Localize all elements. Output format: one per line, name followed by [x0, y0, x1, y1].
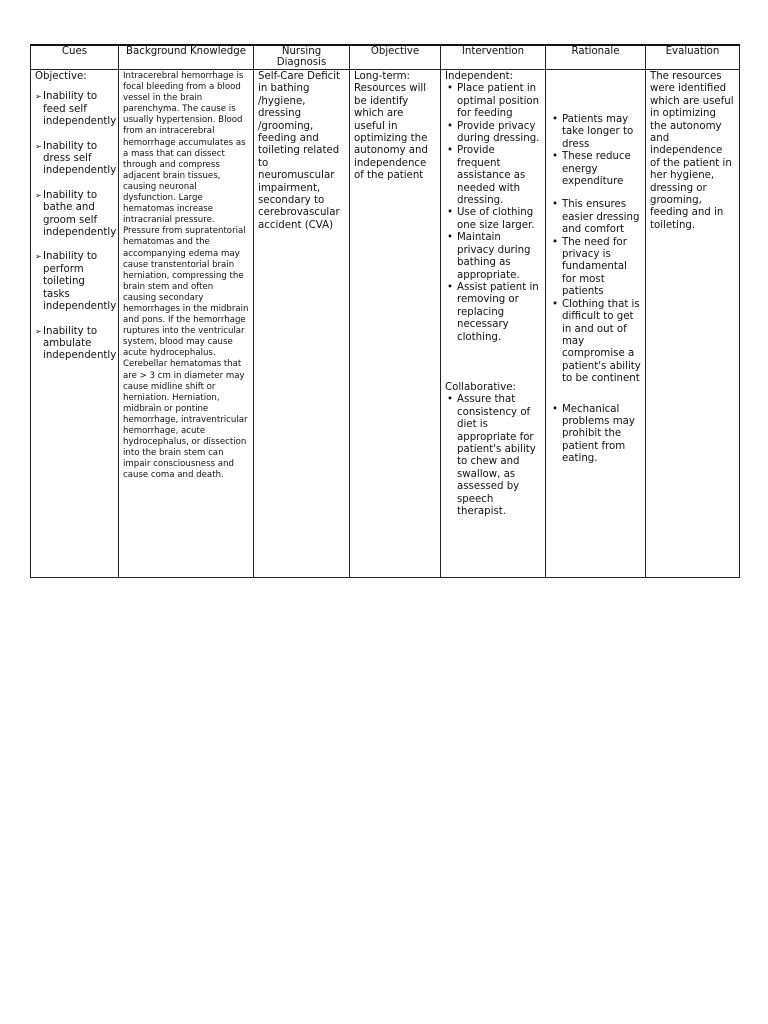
nursing-care-plan-table — [30, 44, 740, 578]
list-item: ➢ Inability to perform toileting tasks independently — [35, 251, 114, 313]
rationale-cell — [546, 70, 646, 578]
collaborative-label: Collaborative: — [445, 381, 516, 393]
independent-label: Independent: — [445, 71, 514, 82]
list-item: ➢ Inability to dress self independently — [35, 141, 114, 178]
header-cues: Cues — [31, 45, 119, 70]
list-item: • Provide privacy during dressing. — [445, 121, 541, 146]
list-item: • Mechanical problems may prohibit the patient from eating. — [550, 404, 641, 466]
header-objective: Objective — [350, 45, 441, 70]
list-item: • Assist patient in removing or replacing necessary clothing. — [445, 282, 541, 344]
objective-label: Long-term: — [354, 71, 410, 82]
cues-cell — [31, 70, 119, 578]
list-item: • Patients may take longer to dress — [550, 114, 641, 151]
intervention-cell — [441, 70, 546, 578]
list-item: • Clothing that is difficult to get in and out of may compromise a patient's ability to be continent — [550, 299, 641, 386]
list-item: ➢ Inability to bathe and groom self independently — [35, 190, 114, 240]
list-item: • Provide frequent assistance as needed with dressing. — [445, 145, 541, 207]
background-knowledge-cell: Intracerebral hemorrhage is focal bleeding from a blood vessel in the brain parenchyma. The cause is usually hypertension. Blood from an intracerebral hemorrhage accumulates as a mass that can dissect through and compress adjacent brain tissues, causing neuronal dysfunction. Large hematomas increase intracranial pressure. Pressure from supratentorial hematomas and the accompanying edema may cause transtentorial brain herniation, compressing the brain stem and often causing secondary hemorrhages in the midbrain and pons. If the hemorrhage ruptures into the ventricular system, blood may cause acute hydrocephalus. Cerebellar hematomas that are > 3 cm in diameter may cause midline shift or herniation. Herniation, midbrain or pontine hemorrhage, intraventricular hemorrhage, acute hydrocephalus, or dissection into the brain stem can impair consciousness and cause coma and death. — [119, 70, 254, 578]
list-item: • Maintain privacy during bathing as appropriate. — [445, 232, 541, 282]
rationale-list — [550, 114, 641, 466]
collaborative-list — [445, 394, 541, 518]
table-row — [31, 70, 740, 578]
header-evaluation: Evaluation — [646, 45, 740, 70]
list-item: • Assure that consistency of diet is appropriate for patient's ability to chew and swallow, as assessed by speech therapist. — [445, 394, 541, 518]
list-item: • This ensures easier dressing and comfort — [550, 199, 641, 236]
header-rationale: Rationale — [546, 45, 646, 70]
evaluation-cell: The resources were identified which are useful in optimizing the autonomy and independence of the patient in her hygiene, dressing or grooming, feeding and in toileting. — [646, 70, 740, 578]
header-intervention: Intervention — [441, 45, 546, 70]
list-item: ➢ Inability to feed self independently — [35, 91, 114, 128]
objective-cell — [350, 70, 441, 578]
header-background-knowledge: Background Knowledge — [119, 45, 254, 70]
nursing-diagnosis-cell: Self-Care Deficit in bathing /hygiene, dressing /grooming, feeding and toileting related to neuromuscular impairment, secondary to cerebrovascular accident (CVA) — [254, 70, 350, 578]
independent-list — [445, 83, 541, 344]
list-item: • Place patient in optimal position for feeding — [445, 83, 541, 120]
cues-label: Objective: — [35, 71, 87, 82]
objective-text: Resources will be identify which are useful in optimizing the autonomy and independence of the patient — [354, 83, 428, 182]
header-nursing-diagnosis: Nursing Diagnosis — [254, 45, 350, 70]
list-item: • These reduce energy expenditure — [550, 151, 641, 188]
list-item: • The need for privacy is fundamental for most patients — [550, 237, 641, 299]
header-row — [31, 45, 740, 70]
cues-list — [35, 91, 117, 362]
list-item: • Use of clothing one size larger. — [445, 207, 541, 232]
list-item: ➢ Inability to ambulate independently — [35, 326, 114, 363]
